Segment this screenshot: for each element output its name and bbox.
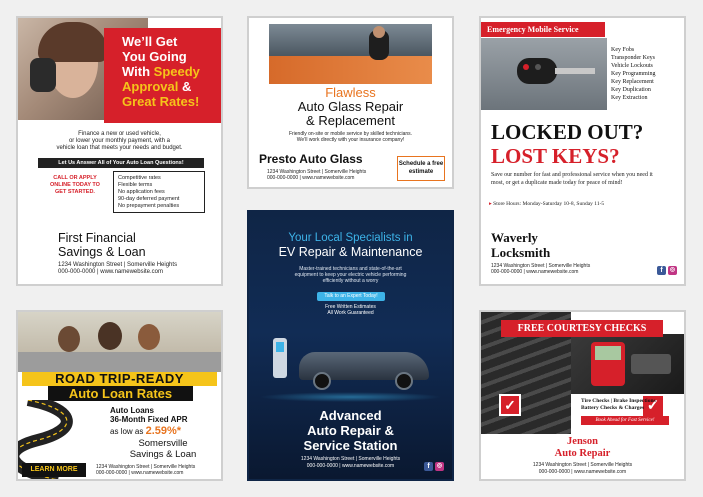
apply-cta[interactable]: CALL OR APPLY ONLINE TODAY TO GET STARTED.	[50, 175, 100, 195]
offer-line: Auto Loans	[110, 406, 154, 415]
business-name-line: Somersville	[138, 438, 188, 449]
body-line: efficiently without a worry	[322, 278, 379, 284]
service-item: Key Replacement	[611, 79, 654, 85]
business-name-line: Auto Repair &	[307, 423, 394, 438]
headline-1: ROAD TRIP-READY	[22, 372, 217, 386]
business-name	[481, 436, 684, 460]
headline-accent: Flawless	[325, 85, 376, 100]
windshield-technician-photo	[269, 24, 432, 84]
offers	[249, 304, 452, 316]
hours-text: Store Hours: Monday-Saturday 10-8, Sunday 11-5	[493, 201, 605, 207]
headline-line: We’ll Get	[122, 34, 178, 49]
headline	[491, 120, 643, 168]
business-name-line: Auto Repair	[554, 448, 611, 459]
ad-waverly-locksmith[interactable]	[479, 16, 686, 286]
headline-line: EV Repair & Maintenance	[278, 245, 423, 259]
headline-line: & Replacement	[306, 113, 395, 128]
headline-2: Auto Loan Rates	[48, 386, 193, 401]
ad-first-financial[interactable]	[16, 16, 223, 286]
service-item: Key Programming	[611, 71, 656, 77]
business-name	[58, 231, 146, 259]
business-name-line: Jenson	[567, 436, 598, 447]
contact-text: 000-000-0000 | www.namewebsite.com	[491, 269, 579, 275]
features-box	[113, 171, 205, 213]
business-name-line: Savings & Loan	[129, 449, 197, 460]
address-text: 1234 Washington Street | Somerville Heights	[532, 462, 633, 468]
battery-tester-photo	[571, 334, 684, 394]
services-list	[611, 46, 656, 102]
business-name-line: Locksmith	[491, 245, 551, 260]
headline	[249, 232, 452, 260]
business-name-line: Service Station	[303, 438, 398, 453]
body-line: Master-trained technicians and state-of-the-art	[299, 266, 402, 272]
feature-item: 90-day deferred payment	[118, 196, 180, 202]
headline-line: Auto Glass Repair	[297, 99, 404, 114]
address-text: 1234 Washington Street | Somerville Heights	[267, 169, 367, 175]
headline-line: You Going	[122, 49, 187, 64]
ad-advanced-auto-repair[interactable]	[247, 210, 454, 481]
body-line: Friendly on-site or mobile service by skilled technicians.	[288, 131, 413, 137]
ad-jenson-auto-repair[interactable]	[479, 310, 686, 481]
business-name	[249, 408, 452, 453]
business-name-line: Waverly	[491, 230, 538, 245]
emergency-banner: Emergency Mobile Service	[481, 22, 605, 37]
schedule-estimate-button[interactable]: Schedule a free estimate	[397, 156, 445, 181]
questions-bar: Let Us Answer All of Your Auto Loan Questions!	[38, 158, 204, 168]
headline	[249, 86, 452, 128]
body-line: Finance a new or used vehicle,	[78, 131, 161, 137]
facebook-icon[interactable]: f	[657, 266, 666, 275]
phone-text: 000-000-0000 | www.namewebsite.com	[267, 175, 355, 181]
headline-text: With	[122, 64, 154, 79]
contact-text: 000-000-0000 | www.namewebsite.com	[306, 463, 395, 469]
headline-line: LOCKED OUT?	[491, 120, 644, 144]
contact-text: 000-000-0000 | www.namewebsite.com	[58, 269, 163, 275]
contact-text: 000-000-0000 | www.namewebsite.com	[96, 470, 184, 476]
body-copy	[249, 266, 452, 284]
body-line: or lower your monthly payment, with a	[68, 138, 171, 144]
hours-marker-icon: ▸	[489, 201, 492, 207]
contact-text: 000-000-0000 | www.namewebsite.com	[538, 469, 627, 475]
address-text: 1234 Washington Street | Somerville Heights	[96, 464, 196, 470]
headline-highlight: Approval	[122, 79, 179, 94]
headline-text: &	[178, 79, 192, 94]
check-item: Tire Checks | Brake Inspections	[581, 398, 656, 404]
offer	[110, 406, 187, 424]
headline-box	[104, 28, 221, 123]
headline-line: Your Local Specialists in	[288, 232, 413, 244]
business-name: Presto Auto Glass	[259, 152, 363, 166]
talk-to-expert-button[interactable]: Talk to an Expert Today!	[317, 292, 385, 301]
feature-item: No application fees	[118, 189, 165, 195]
feature-item: Competitive rates	[118, 175, 161, 181]
service-item: Vehicle Lockouts	[611, 63, 653, 69]
service-item: Key Fobs	[611, 47, 635, 53]
instagram-icon[interactable]: ◎	[669, 267, 676, 273]
instagram-icon[interactable]: ◎	[436, 463, 443, 469]
headline-line: LOST KEYS?	[491, 144, 620, 168]
offer-line: All Work Guaranteed	[327, 310, 374, 316]
body-copy: Save our number for fast and professional service when you need it most, or get a duplicate made today for peace of mind!	[491, 172, 653, 186]
headline-highlight: Speedy	[153, 64, 200, 79]
courtesy-banner: FREE COURTESY CHECKS	[501, 320, 663, 337]
rate-value: 2.59%*	[145, 425, 182, 437]
headline-highlight: Great Rates!	[122, 94, 200, 109]
service-item: Key Extraction	[611, 95, 648, 101]
as-low-as-text: as low as	[110, 427, 144, 436]
service-item: Key Duplication	[611, 87, 651, 93]
business-name-line: Savings & Loan	[58, 245, 146, 259]
ad-somersville-road-trip[interactable]	[16, 310, 223, 481]
offer-line: Free Written Estimates	[325, 304, 376, 310]
business-name-line: Advanced	[319, 408, 382, 423]
car-key-photo	[481, 38, 607, 110]
checkmark-badge-icon: ✓	[641, 394, 665, 418]
address-text: 1234 Washington Street | Somerville Heights	[300, 456, 401, 462]
business-name-line: First Financial	[58, 231, 136, 245]
store-hours	[489, 201, 604, 208]
business-name	[491, 230, 550, 260]
address-text: 1234 Washington Street | Somerville Heights	[491, 263, 591, 269]
family-in-car-photo	[18, 312, 221, 372]
body-line: equipment to keep your electric vehicle performing	[294, 272, 407, 278]
service-item: Transponder Keys	[611, 55, 655, 61]
electric-car-photo	[259, 322, 442, 402]
ad-presto-auto-glass[interactable]	[247, 16, 454, 189]
book-ahead-cta[interactable]: Book Ahead for Fast Service!	[581, 416, 669, 425]
body-copy	[249, 131, 452, 143]
feature-item: No prepayment penalties	[118, 203, 180, 209]
address-text: 1234 Washington Street | Somerville Heights	[58, 262, 178, 268]
business-name	[108, 438, 218, 460]
offer-line: 36-Month Fixed APR	[110, 415, 188, 424]
check-item: Battery Checks & Charges	[581, 405, 645, 411]
feature-item: Flexible terms	[118, 182, 153, 188]
facebook-icon[interactable]: f	[424, 462, 433, 471]
rate-line	[110, 426, 181, 437]
body-line: We’ll work directly with your insurance company!	[296, 137, 405, 143]
learn-more-button[interactable]: LEARN MORE	[22, 463, 86, 477]
checks-list	[581, 398, 656, 412]
body-line: vehicle loan that meets your needs and budget.	[56, 145, 183, 151]
body-copy	[18, 131, 221, 152]
checkmark-icon: ✓	[499, 394, 521, 416]
